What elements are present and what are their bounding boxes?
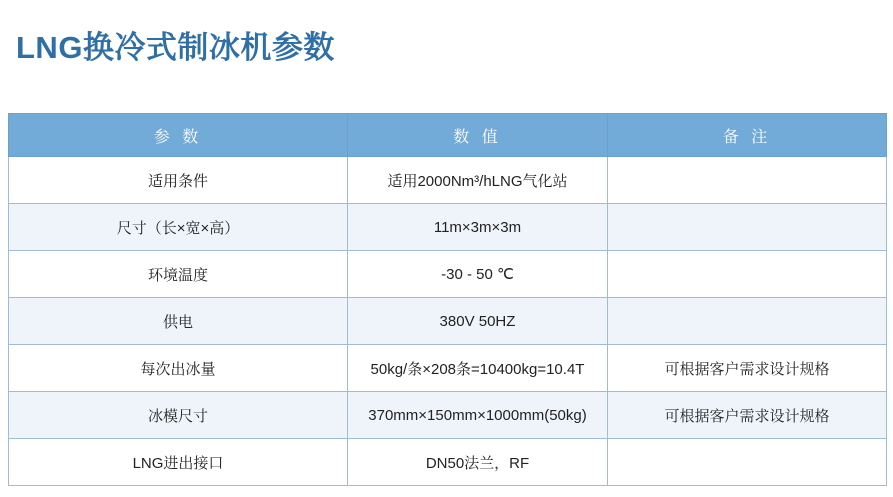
parameters-table xyxy=(8,113,887,486)
cell-parameter: 每次出冰量 xyxy=(9,345,348,392)
cell-note xyxy=(608,298,887,345)
cell-parameter: LNG进出接口 xyxy=(9,439,348,486)
cell-parameter: 供电 xyxy=(9,298,348,345)
cell-value: 370mm×150mm×1000mm(50kg) xyxy=(348,392,608,439)
table-row xyxy=(9,204,887,251)
cell-value: DN50法兰，RF xyxy=(348,439,608,486)
cell-value: 50kg/条×208条=10400kg=10.4T xyxy=(348,345,608,392)
cell-parameter: 适用条件 xyxy=(9,157,348,204)
cell-parameter: 冰模尺寸 xyxy=(9,392,348,439)
cell-value: 11m×3m×3m xyxy=(348,204,608,251)
table-row xyxy=(9,251,887,298)
table-row xyxy=(9,345,887,392)
cell-note xyxy=(608,157,887,204)
table-row xyxy=(9,439,887,486)
cell-note: 可根据客户需求设计规格 xyxy=(608,345,887,392)
cell-parameter: 尺寸（长×宽×高） xyxy=(9,204,348,251)
cell-note xyxy=(608,251,887,298)
column-header-parameter: 参 数 xyxy=(9,114,348,157)
table-row xyxy=(9,392,887,439)
cell-note xyxy=(608,204,887,251)
parameters-table-wrapper xyxy=(8,113,886,486)
column-header-note: 备 注 xyxy=(608,114,887,157)
cell-note: 可根据客户需求设计规格 xyxy=(608,392,887,439)
page-title: LNG换冷式制冰机参数 xyxy=(16,30,335,65)
column-header-value: 数 值 xyxy=(348,114,608,157)
table-body xyxy=(9,157,887,486)
table-header xyxy=(9,114,887,157)
cell-value: 380V 50HZ xyxy=(348,298,608,345)
table-row xyxy=(9,157,887,204)
cell-value: -30 - 50 ℃ xyxy=(348,251,608,298)
cell-note xyxy=(608,439,887,486)
table-header-row xyxy=(9,114,887,157)
cell-value: 适用2000Nm³/hLNG气化站 xyxy=(348,157,608,204)
cell-parameter: 环境温度 xyxy=(9,251,348,298)
table-row xyxy=(9,298,887,345)
